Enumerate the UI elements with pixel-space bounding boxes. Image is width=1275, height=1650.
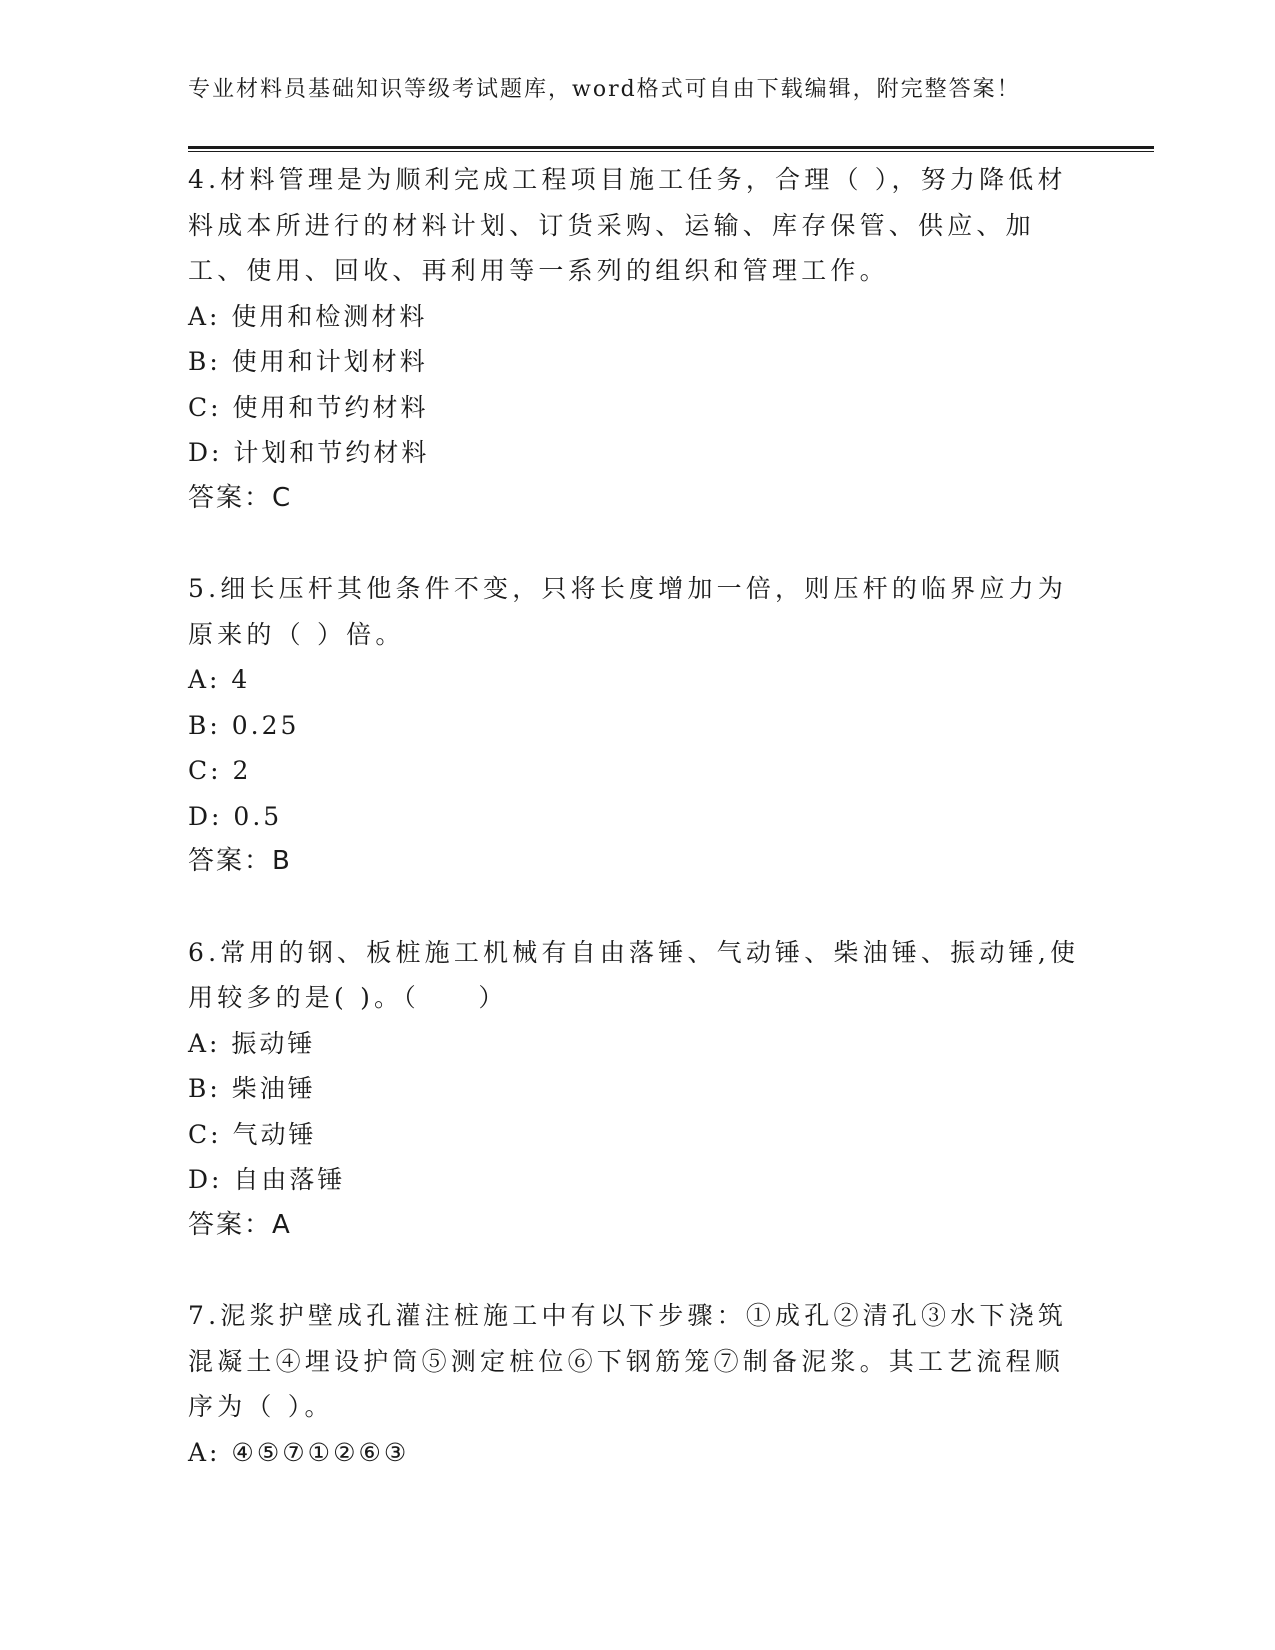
page-header: 专业材料员基础知识等级考试题库，word格式可自由下载编辑，附完整答案！ <box>188 77 1021 102</box>
question-spacer <box>188 1248 1088 1293</box>
option-d: D: 计划和节约材料 <box>188 438 430 467</box>
question-spacer <box>188 521 1088 566</box>
option-b: B: 柴油锤 <box>188 1074 316 1103</box>
option-d: D: 0.5 <box>188 801 283 831</box>
option-b: B: 使用和计划材料 <box>188 347 428 376</box>
option-a: A: ④⑤⑦①②⑥③ <box>188 1437 410 1467</box>
question-text: 7.泥浆护壁成孔灌注桩施工中有以下步骤：①成孔②清孔③水下浇筑混凝土④埋设护筒⑤测定桩位⑥下钢筋笼⑦制备泥浆。其工艺流程顺序为（ ）。 <box>188 1301 1068 1421</box>
option-a: A: 4 <box>188 665 251 694</box>
option-a: A: 使用和检测材料 <box>188 301 428 331</box>
question-list <box>188 157 1088 1475</box>
option-c: C: 气动锤 <box>188 1119 317 1149</box>
option-b: B: 0.25 <box>188 710 300 740</box>
option-d: D: 自由落锤 <box>188 1165 346 1194</box>
option-c: C: 2 <box>188 756 252 785</box>
question-text: 5.细长压杆其他条件不变，只将长度增加一倍，则压杆的临界应力为原来的（ ）倍。 <box>188 574 1068 649</box>
question-6 <box>188 930 1088 1249</box>
answer-line: 答案：C <box>188 482 293 513</box>
question-text: 6.常用的钢、板桩施工机械有自由落锤、气动锤、柴油锤、振动锤,使用较多的是( )。（ ） <box>188 937 1080 1012</box>
question-spacer <box>188 885 1088 930</box>
answer-line: 答案：A <box>188 1209 292 1240</box>
answer-line: 答案：B <box>188 846 292 876</box>
question-text: 4.材料管理是为顺利完成工程项目施工任务，合理（ ），努力降低材料成本所进行的材料计划、订货采购、运输、库存保管、供应、加工、使用、回收、再利用等一系列的组织和管理工作。 <box>188 165 1067 285</box>
question-7 <box>188 1293 1088 1475</box>
option-a: A: 振动锤 <box>188 1028 316 1058</box>
question-4 <box>188 157 1088 521</box>
header-rule-thin <box>188 151 1154 152</box>
question-5 <box>188 566 1088 885</box>
header-rule-thick <box>188 146 1154 149</box>
option-c: C: 使用和节约材料 <box>188 392 429 422</box>
